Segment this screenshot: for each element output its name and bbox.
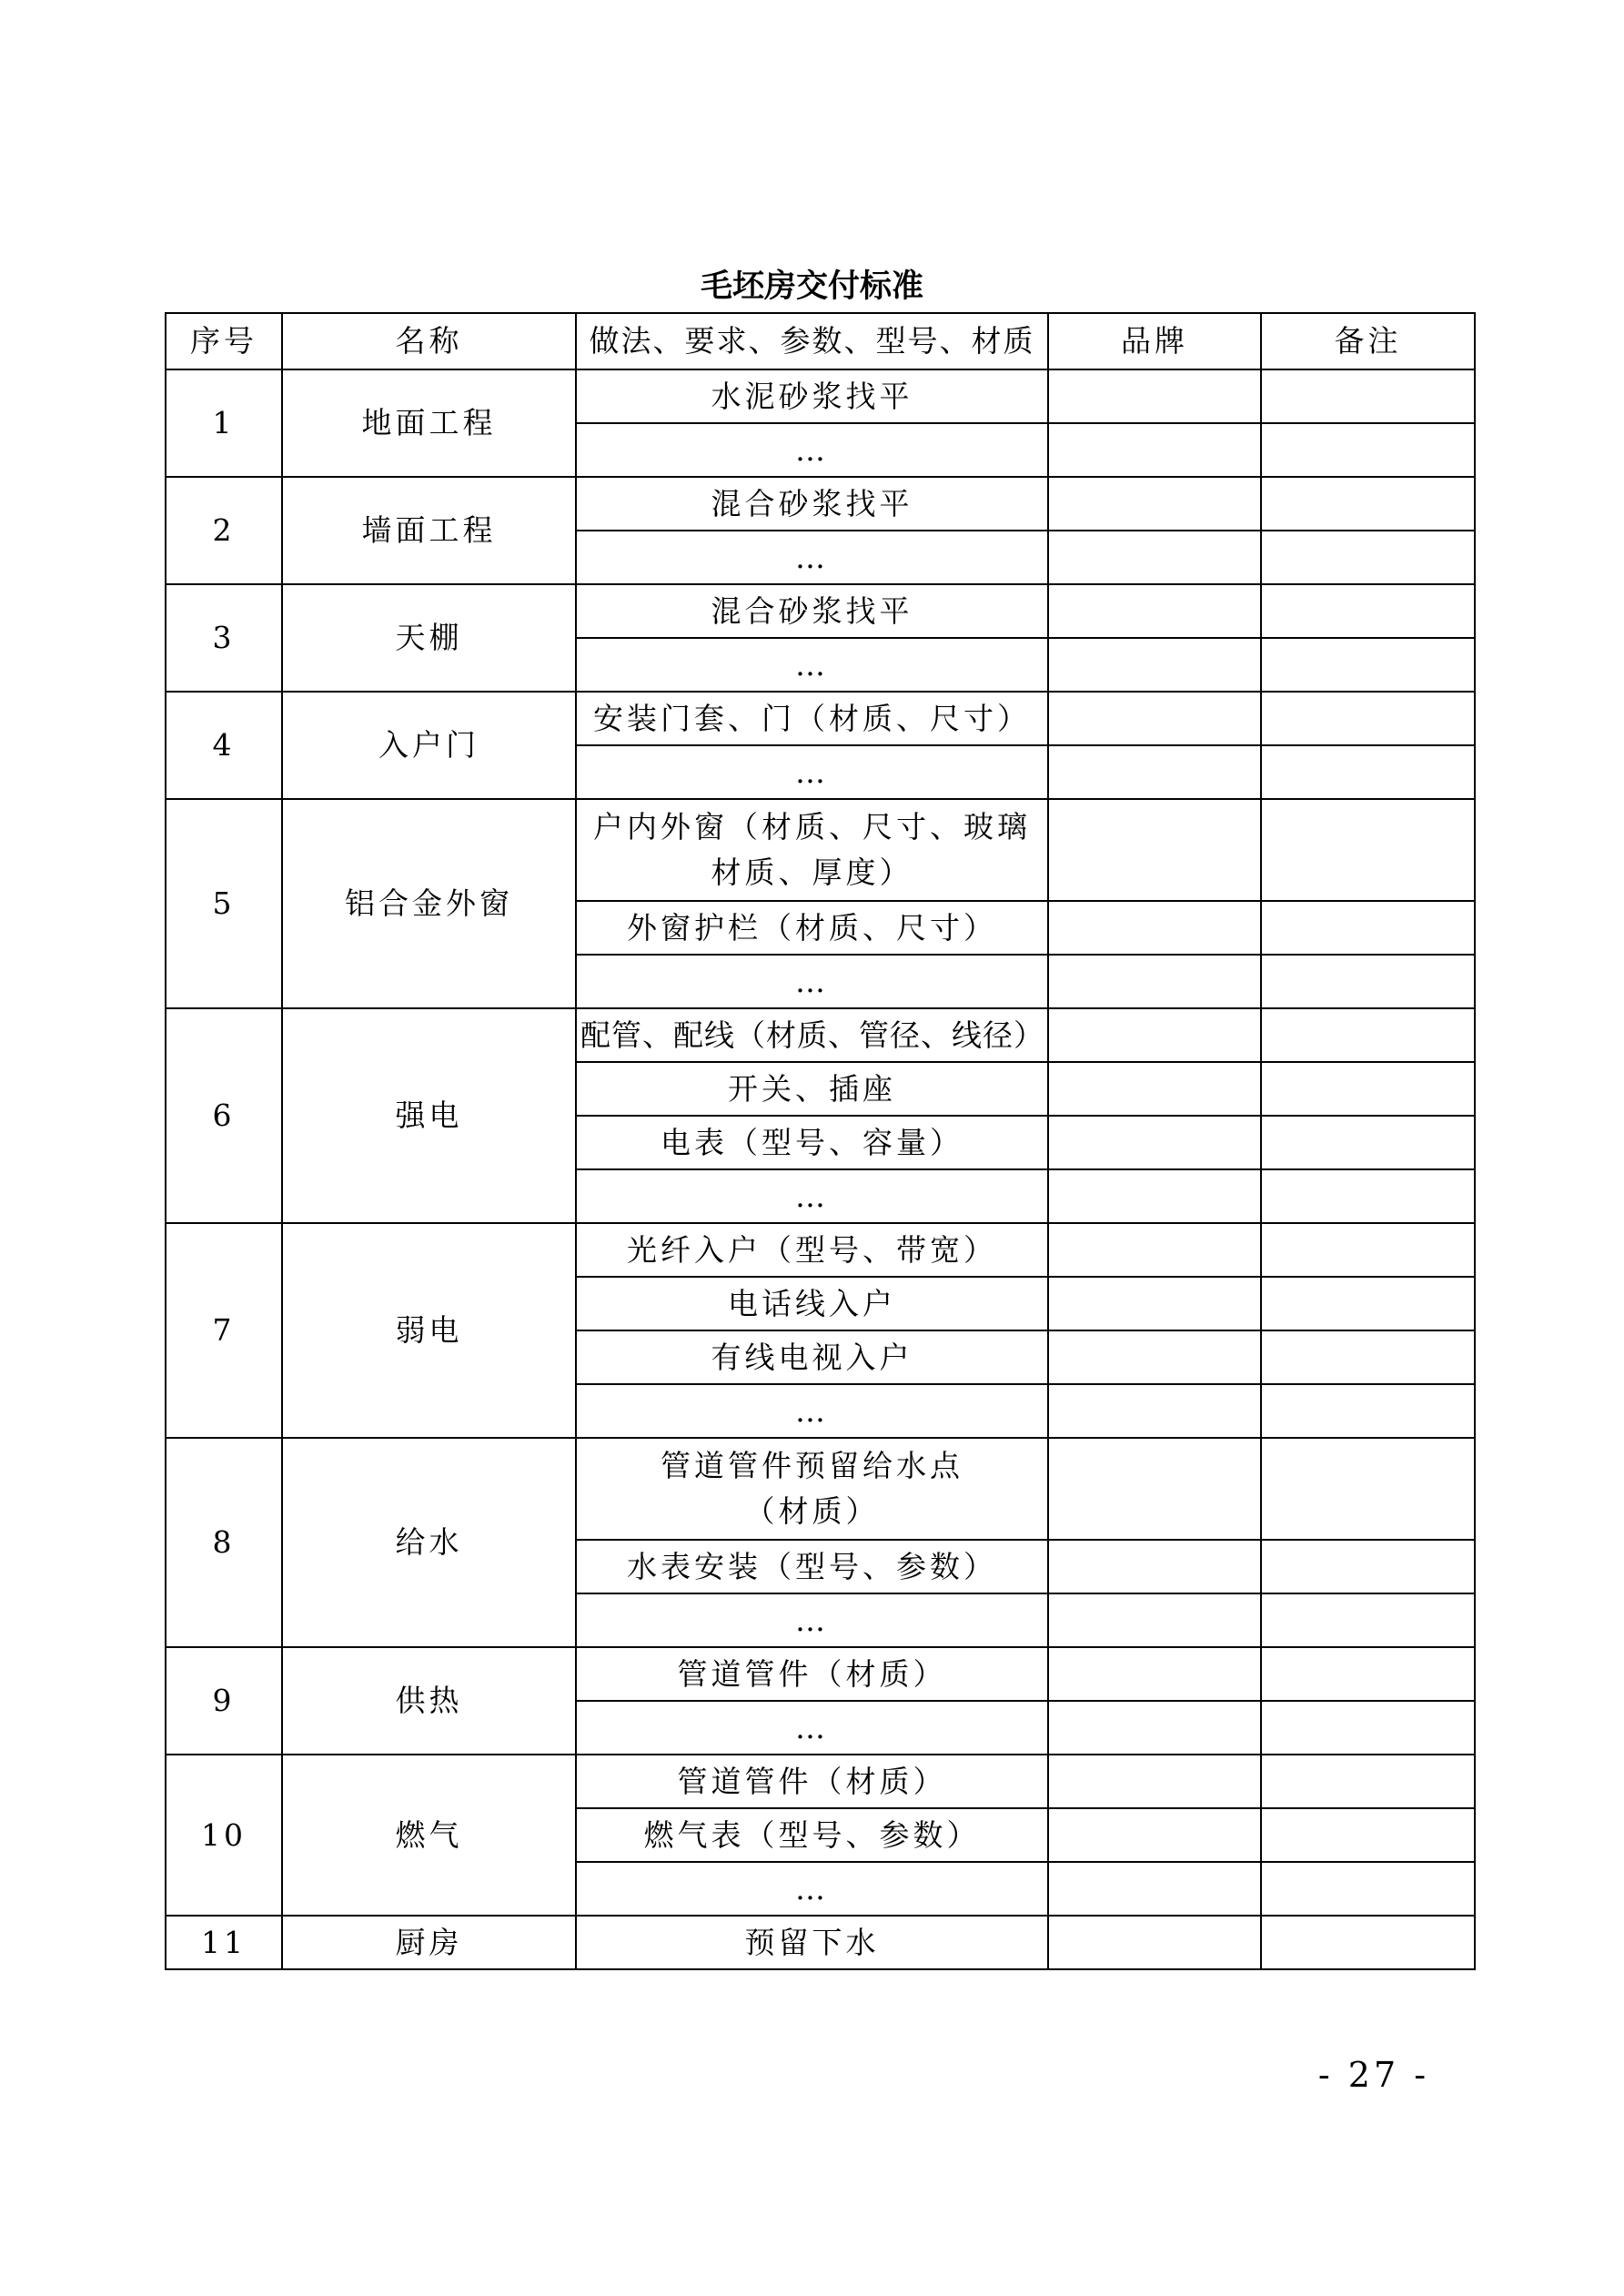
note-cell: [1261, 1438, 1475, 1540]
table-row: [166, 369, 1475, 423]
brand-cell: [1048, 1593, 1261, 1647]
brand-cell: [1048, 1116, 1261, 1169]
spec-cell: 混合砂浆找平: [576, 584, 1048, 638]
brand-cell: [1048, 1916, 1261, 1969]
brand-cell: [1048, 1008, 1261, 1062]
row-number: 11: [166, 1916, 282, 1969]
row-number: 3: [166, 584, 282, 692]
brand-cell: [1048, 1062, 1261, 1116]
note-cell: [1261, 477, 1475, 531]
spec-cell: 管道管件（材质）: [576, 1647, 1048, 1701]
note-cell: [1261, 1808, 1475, 1862]
note-cell: [1261, 1916, 1475, 1969]
brand-cell: [1048, 799, 1261, 901]
brand-cell: [1048, 584, 1261, 638]
note-cell: [1261, 1593, 1475, 1647]
spec-cell: …: [576, 423, 1048, 477]
spec-cell: 户内外窗（材质、尺寸、玻璃材质、厚度）: [576, 799, 1048, 901]
item-name: 给水: [282, 1438, 576, 1647]
header-spec: 做法、要求、参数、型号、材质: [576, 313, 1048, 369]
spec-cell: …: [576, 1169, 1048, 1223]
note-cell: [1261, 1116, 1475, 1169]
spec-cell: 管道管件（材质）: [576, 1755, 1048, 1808]
brand-cell: [1048, 692, 1261, 745]
item-name: 铝合金外窗: [282, 799, 576, 1008]
brand-cell: [1048, 1755, 1261, 1808]
table-row: [166, 1755, 1475, 1808]
note-cell: [1261, 423, 1475, 477]
note-cell: [1261, 1277, 1475, 1330]
brand-cell: [1048, 1330, 1261, 1384]
table-row: [166, 477, 1475, 531]
table-row: [166, 799, 1475, 901]
spec-cell: 管道管件预留给水点（材质）: [576, 1438, 1048, 1540]
spec-cell: 混合砂浆找平: [576, 477, 1048, 531]
spec-cell: 配管、配线（材质、管径、线径）: [576, 1008, 1048, 1062]
delivery-standard-table: [165, 312, 1476, 1970]
brand-cell: [1048, 423, 1261, 477]
note-cell: [1261, 692, 1475, 745]
note-cell: [1261, 1169, 1475, 1223]
note-cell: [1261, 1223, 1475, 1277]
brand-cell: [1048, 1223, 1261, 1277]
note-cell: [1261, 1384, 1475, 1438]
note-cell: [1261, 1008, 1475, 1062]
spec-cell: 光纤入户（型号、带宽）: [576, 1223, 1048, 1277]
spec-cell: 安装门套、门（材质、尺寸）: [576, 692, 1048, 745]
note-cell: [1261, 1540, 1475, 1593]
header-no: 序号: [166, 313, 282, 369]
spec-cell: …: [576, 638, 1048, 692]
row-number: 6: [166, 1008, 282, 1223]
table-header-row: [166, 313, 1475, 369]
note-cell: [1261, 584, 1475, 638]
note-cell: [1261, 1330, 1475, 1384]
spec-cell: 水泥砂浆找平: [576, 369, 1048, 423]
brand-cell: [1048, 1808, 1261, 1862]
note-cell: [1261, 1755, 1475, 1808]
spec-cell: 有线电视入户: [576, 1330, 1048, 1384]
item-name: 入户门: [282, 692, 576, 799]
spec-cell: …: [576, 1701, 1048, 1755]
row-number: 9: [166, 1647, 282, 1755]
brand-cell: [1048, 638, 1261, 692]
note-cell: [1261, 1647, 1475, 1701]
header-note: 备注: [1261, 313, 1475, 369]
spec-cell: 水表安装（型号、参数）: [576, 1540, 1048, 1593]
table-row: [166, 1223, 1475, 1277]
item-name: 强电: [282, 1008, 576, 1223]
note-cell: [1261, 638, 1475, 692]
note-cell: [1261, 1862, 1475, 1916]
spec-cell: …: [576, 531, 1048, 584]
brand-cell: [1048, 369, 1261, 423]
spec-cell: 预留下水: [576, 1916, 1048, 1969]
row-number: 5: [166, 799, 282, 1008]
note-cell: [1261, 1701, 1475, 1755]
spec-cell: …: [576, 955, 1048, 1008]
brand-cell: [1048, 1540, 1261, 1593]
header-brand: 品牌: [1048, 313, 1261, 369]
brand-cell: [1048, 531, 1261, 584]
spec-cell: 电话线入户: [576, 1277, 1048, 1330]
note-cell: [1261, 745, 1475, 799]
spec-cell: 开关、插座: [576, 1062, 1048, 1116]
row-number: 2: [166, 477, 282, 584]
brand-cell: [1048, 745, 1261, 799]
note-cell: [1261, 369, 1475, 423]
table-row: [166, 1647, 1475, 1701]
note-cell: [1261, 799, 1475, 901]
item-name: 弱电: [282, 1223, 576, 1438]
item-name: 燃气: [282, 1755, 576, 1916]
spec-cell: 燃气表（型号、参数）: [576, 1808, 1048, 1862]
page-number: - 27 -: [1317, 2055, 1430, 2095]
table-row: [166, 692, 1475, 745]
brand-cell: [1048, 1647, 1261, 1701]
brand-cell: [1048, 1438, 1261, 1540]
brand-cell: [1048, 1277, 1261, 1330]
spec-cell: …: [576, 1593, 1048, 1647]
spec-cell: …: [576, 1384, 1048, 1438]
item-name: 天棚: [282, 584, 576, 692]
brand-cell: [1048, 901, 1261, 955]
item-name: 厨房: [282, 1916, 576, 1969]
row-number: 8: [166, 1438, 282, 1647]
brand-cell: [1048, 477, 1261, 531]
brand-cell: [1048, 1701, 1261, 1755]
item-name: 地面工程: [282, 369, 576, 477]
brand-cell: [1048, 1384, 1261, 1438]
note-cell: [1261, 531, 1475, 584]
spec-cell: …: [576, 1862, 1048, 1916]
spec-cell: …: [576, 745, 1048, 799]
spec-cell: 电表（型号、容量）: [576, 1116, 1048, 1169]
note-cell: [1261, 955, 1475, 1008]
item-name: 供热: [282, 1647, 576, 1755]
table-row: [166, 584, 1475, 638]
table-row: [166, 1916, 1475, 1969]
document-title: 毛坯房交付标准: [700, 268, 923, 305]
row-number: 10: [166, 1755, 282, 1916]
note-cell: [1261, 901, 1475, 955]
brand-cell: [1048, 955, 1261, 1008]
spec-cell: 外窗护栏（材质、尺寸）: [576, 901, 1048, 955]
header-name: 名称: [282, 313, 576, 369]
brand-cell: [1048, 1169, 1261, 1223]
brand-cell: [1048, 1862, 1261, 1916]
note-cell: [1261, 1062, 1475, 1116]
table-row: [166, 1008, 1475, 1062]
row-number: 7: [166, 1223, 282, 1438]
row-number: 1: [166, 369, 282, 477]
item-name: 墙面工程: [282, 477, 576, 584]
table-row: [166, 1438, 1475, 1540]
row-number: 4: [166, 692, 282, 799]
